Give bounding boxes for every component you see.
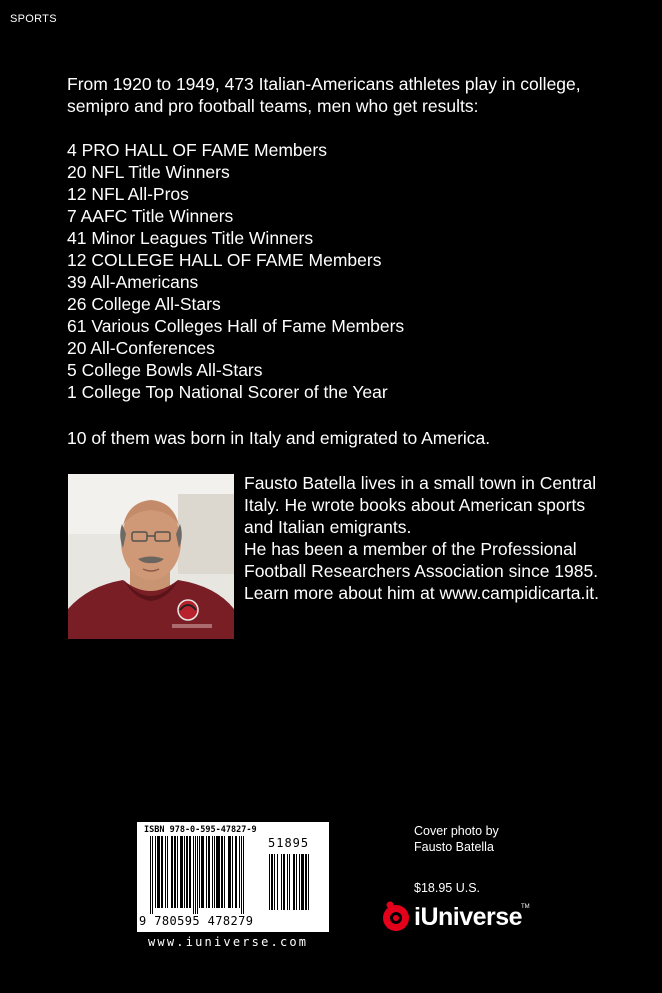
intro-line: From 1920 to 1949, 473 Italian-Americans athletes play in college, <box>67 74 581 94</box>
bio-line: Football Researchers Association since 1985. <box>244 561 599 581</box>
credit-line: Cover photo by <box>414 824 499 838</box>
bio-line: He has been a member of the Professional <box>244 539 577 559</box>
bio-line: Learn more about him at www.campidicarta.it. <box>244 583 600 603</box>
bio-line: Fausto Batella lives in a small town in Central <box>244 473 597 493</box>
bio-line: Italy. He wrote books about American sports <box>244 495 586 515</box>
achievement-item: 39 All-Americans <box>67 272 199 292</box>
publisher-website: www.iuniverse.com <box>148 935 309 949</box>
trademark-mark: TM <box>521 904 530 910</box>
price-code: 51895 <box>268 836 310 850</box>
achievement-item: 4 PRO HALL OF FAME Members <box>67 140 327 160</box>
achievement-item: 12 NFL All-Pros <box>67 184 189 204</box>
ean-barcode-bars <box>149 836 261 916</box>
achievement-item: 1 College Top National Scorer of the Year <box>67 382 388 402</box>
category-label: SPORTS <box>10 13 57 25</box>
intro-text <box>67 73 627 117</box>
ean-digits: 9 780595 478279 <box>139 914 254 928</box>
achievement-item: 20 NFL Title Winners <box>67 162 230 182</box>
achievement-item: 12 COLLEGE HALL OF FAME Members <box>67 250 382 270</box>
achievement-item: 26 College All-Stars <box>67 294 221 314</box>
achievement-item: 7 AAFC Title Winners <box>67 206 234 226</box>
iuniverse-logo-icon <box>381 901 411 933</box>
credit-line: Fausto Batella <box>414 840 494 854</box>
emigrants-note: 10 of them was born in Italy and emigrated to America. <box>67 428 491 448</box>
achievement-item: 61 Various Colleges Hall of Fame Members <box>67 316 405 336</box>
price-code-bars <box>268 854 320 916</box>
intro-line: semipro and pro football teams, men who get results: <box>67 96 479 116</box>
retail-price: $18.95 U.S. <box>414 881 481 895</box>
author-photo <box>68 474 234 639</box>
cover-credit <box>414 823 499 855</box>
publisher-logo <box>381 900 531 936</box>
isbn-number: ISBN 978-0-595-47827-9 <box>144 825 257 835</box>
publisher-name: iUniverse <box>414 903 523 931</box>
bio-line: and Italian emigrants. <box>244 517 412 537</box>
author-bio <box>244 472 644 604</box>
achievement-item: 41 Minor Leagues Title Winners <box>67 228 314 248</box>
achievement-item: 5 College Bowls All-Stars <box>67 360 263 380</box>
achievements-list <box>67 139 404 403</box>
isbn-barcode <box>137 822 329 932</box>
achievement-item: 20 All-Conferences <box>67 338 215 358</box>
